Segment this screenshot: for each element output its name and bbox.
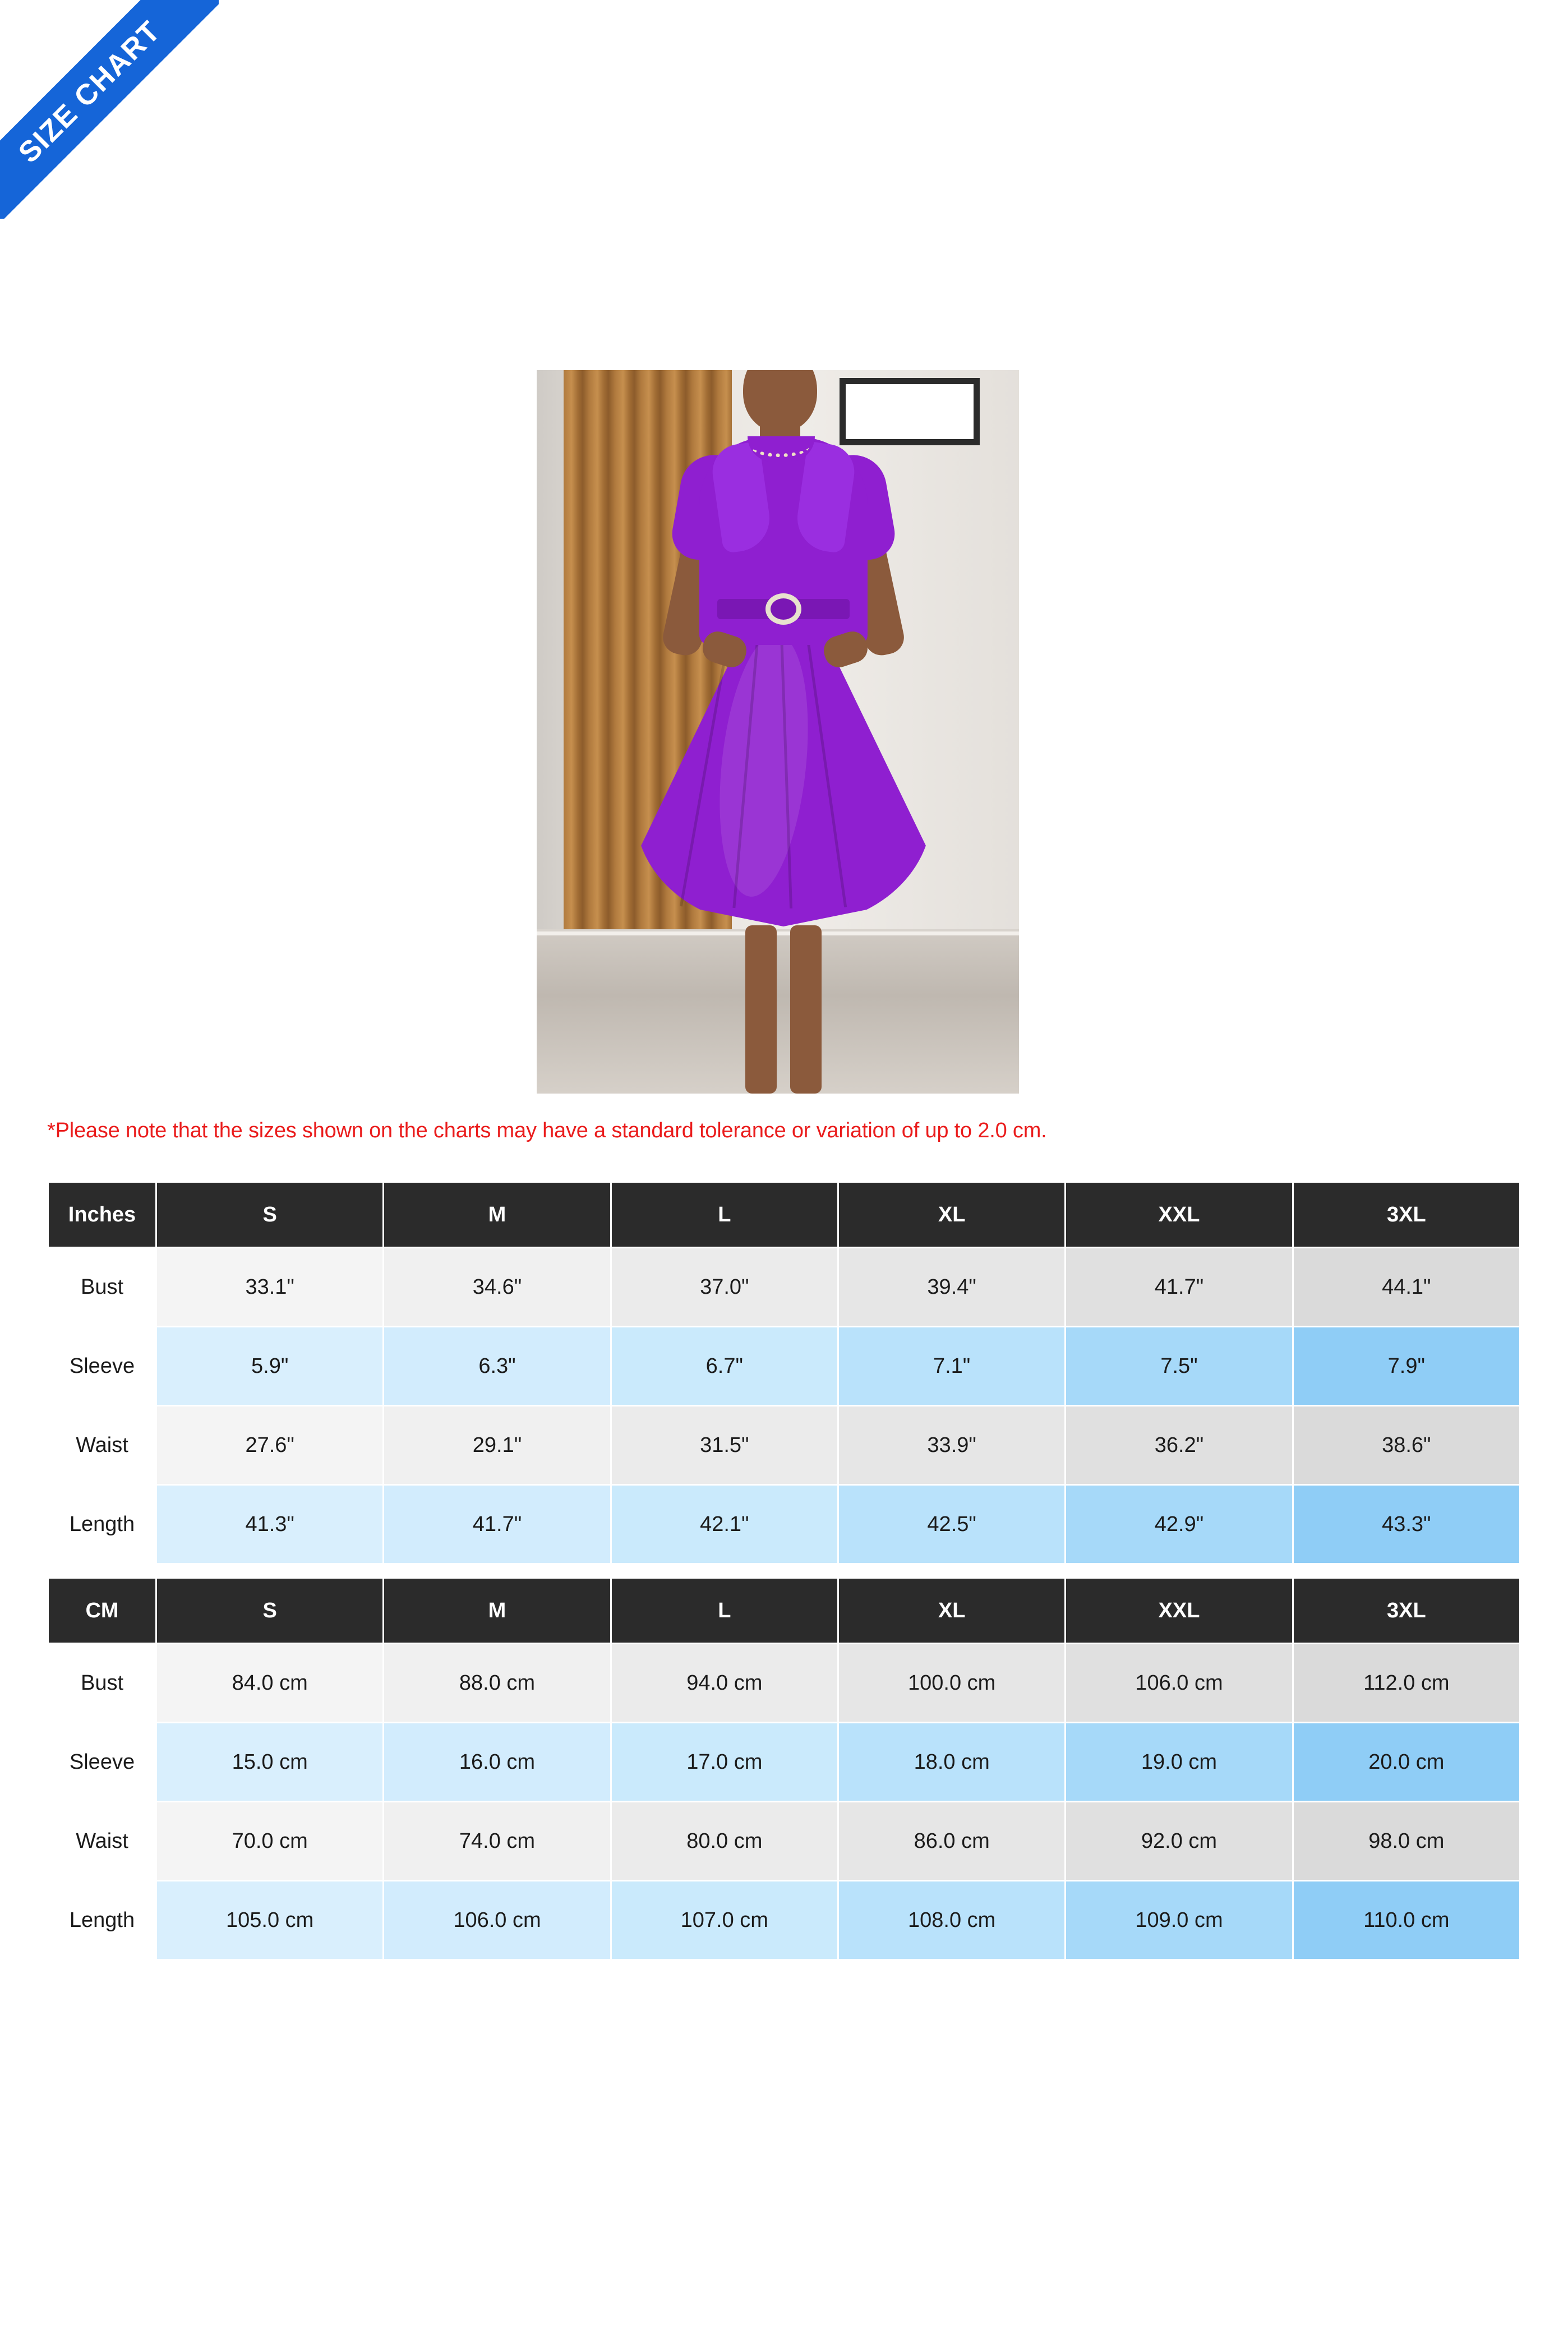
column-header-l: L xyxy=(611,1182,838,1248)
table-row xyxy=(48,1802,1520,1881)
size-table-cm xyxy=(47,1577,1521,1961)
size-table-inches xyxy=(47,1181,1521,1565)
cell-bust-m: 34.6" xyxy=(384,1248,611,1327)
cell-sleeve-m: 16.0 cm xyxy=(384,1723,611,1802)
cell-length-s: 41.3" xyxy=(156,1485,384,1564)
row-label-bust: Bust xyxy=(48,1644,156,1723)
cell-waist-s: 27.6" xyxy=(156,1406,384,1485)
cell-bust-l: 37.0" xyxy=(611,1248,838,1327)
row-label-length: Length xyxy=(48,1485,156,1564)
model-leg-left xyxy=(745,925,777,1094)
background-picture-frame xyxy=(840,378,980,445)
cell-waist-xl: 86.0 cm xyxy=(838,1802,1065,1881)
column-header-m: M xyxy=(384,1578,611,1644)
column-header-xxl: XXL xyxy=(1066,1182,1293,1248)
cell-length-s: 105.0 cm xyxy=(156,1881,384,1960)
cell-length-xl: 42.5" xyxy=(838,1485,1065,1564)
cell-length-3xl: 43.3" xyxy=(1293,1485,1520,1564)
cell-bust-xl: 39.4" xyxy=(838,1248,1065,1327)
row-label-waist: Waist xyxy=(48,1406,156,1485)
cell-bust-s: 33.1" xyxy=(156,1248,384,1327)
cell-sleeve-s: 15.0 cm xyxy=(156,1723,384,1802)
unit-header-inches: Inches xyxy=(48,1182,156,1248)
table-row xyxy=(48,1881,1520,1960)
column-header-3xl: 3XL xyxy=(1293,1182,1520,1248)
table-row xyxy=(48,1644,1520,1723)
cell-sleeve-m: 6.3" xyxy=(384,1327,611,1406)
cell-waist-s: 70.0 cm xyxy=(156,1802,384,1881)
ribbon-band xyxy=(0,0,219,219)
cell-bust-xl: 100.0 cm xyxy=(838,1644,1065,1723)
row-label-sleeve: Sleeve xyxy=(48,1723,156,1802)
column-header-l: L xyxy=(611,1578,838,1644)
belt-buckle-icon xyxy=(765,593,801,625)
cell-sleeve-l: 17.0 cm xyxy=(611,1723,838,1802)
cell-sleeve-3xl: 20.0 cm xyxy=(1293,1723,1520,1802)
cell-length-3xl: 110.0 cm xyxy=(1293,1881,1520,1960)
table-row xyxy=(48,1406,1520,1485)
column-header-xl: XL xyxy=(838,1182,1065,1248)
cell-length-l: 107.0 cm xyxy=(611,1881,838,1960)
cell-bust-l: 94.0 cm xyxy=(611,1644,838,1723)
product-photo xyxy=(537,370,1019,1094)
ribbon-label: SIZE CHART xyxy=(12,15,167,169)
cell-waist-xxl: 92.0 cm xyxy=(1066,1802,1293,1881)
table-row xyxy=(48,1723,1520,1802)
cell-length-xxl: 109.0 cm xyxy=(1066,1881,1293,1960)
cell-waist-l: 31.5" xyxy=(611,1406,838,1485)
column-header-3xl: 3XL xyxy=(1293,1578,1520,1644)
cell-bust-xxl: 106.0 cm xyxy=(1066,1644,1293,1723)
cell-waist-l: 80.0 cm xyxy=(611,1802,838,1881)
cell-bust-3xl: 112.0 cm xyxy=(1293,1644,1520,1723)
cell-bust-xxl: 41.7" xyxy=(1066,1248,1293,1327)
background-floor xyxy=(537,935,1019,1094)
cell-waist-m: 29.1" xyxy=(384,1406,611,1485)
pearl-necklace xyxy=(751,436,809,457)
cell-bust-m: 88.0 cm xyxy=(384,1644,611,1723)
unit-header-cm: CM xyxy=(48,1578,156,1644)
row-label-waist: Waist xyxy=(48,1802,156,1881)
cell-sleeve-xxl: 7.5" xyxy=(1066,1327,1293,1406)
row-label-length: Length xyxy=(48,1881,156,1960)
cell-sleeve-l: 6.7" xyxy=(611,1327,838,1406)
column-header-m: M xyxy=(384,1182,611,1248)
cell-sleeve-xl: 18.0 cm xyxy=(838,1723,1065,1802)
cell-waist-3xl: 98.0 cm xyxy=(1293,1802,1520,1881)
cell-sleeve-3xl: 7.9" xyxy=(1293,1327,1520,1406)
cell-sleeve-s: 5.9" xyxy=(156,1327,384,1406)
cell-length-xxl: 42.9" xyxy=(1066,1485,1293,1564)
column-header-s: S xyxy=(156,1182,384,1248)
column-header-xxl: XXL xyxy=(1066,1578,1293,1644)
model-leg-right xyxy=(790,925,822,1094)
column-header-xl: XL xyxy=(838,1578,1065,1644)
cell-bust-3xl: 44.1" xyxy=(1293,1248,1520,1327)
column-header-s: S xyxy=(156,1578,384,1644)
cell-length-xl: 108.0 cm xyxy=(838,1881,1065,1960)
cell-waist-3xl: 38.6" xyxy=(1293,1406,1520,1485)
cell-length-l: 42.1" xyxy=(611,1485,838,1564)
cell-sleeve-xl: 7.1" xyxy=(838,1327,1065,1406)
row-label-bust: Bust xyxy=(48,1248,156,1327)
cell-length-m: 41.7" xyxy=(384,1485,611,1564)
table-row xyxy=(48,1485,1520,1564)
table-row xyxy=(48,1248,1520,1327)
table-header-row xyxy=(48,1182,1520,1248)
table-header-row xyxy=(48,1578,1520,1644)
cell-length-m: 106.0 cm xyxy=(384,1881,611,1960)
row-label-sleeve: Sleeve xyxy=(48,1327,156,1406)
tolerance-note: *Please note that the sizes shown on the charts may have a standard tolerance or variation of up to 2.0 cm. xyxy=(47,1119,1047,1142)
cell-waist-xl: 33.9" xyxy=(838,1406,1065,1485)
cell-bust-s: 84.0 cm xyxy=(156,1644,384,1723)
cell-sleeve-xxl: 19.0 cm xyxy=(1066,1723,1293,1802)
cell-waist-xxl: 36.2" xyxy=(1066,1406,1293,1485)
table-row xyxy=(48,1327,1520,1406)
size-chart-ribbon xyxy=(0,0,219,219)
cell-waist-m: 74.0 cm xyxy=(384,1802,611,1881)
